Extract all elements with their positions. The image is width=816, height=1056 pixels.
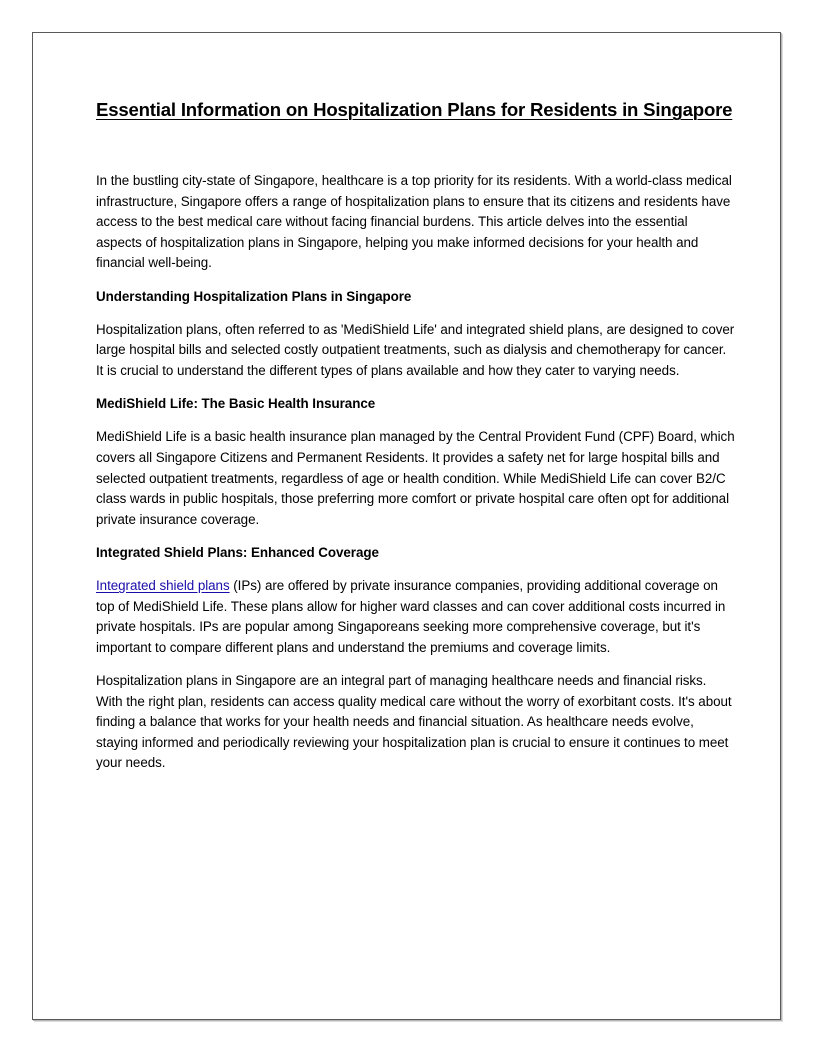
document-body [96, 171, 736, 787]
section-heading-integrated-shield: Integrated Shield Plans: Enhanced Coverage [96, 544, 379, 560]
section-body-integrated-shield-text: (IPs) are offered by private insurance companies, providing additional coverage on top of MediShield Life. These plans allow for higher ward classes and can cover additional costs incurred in private hospitals. IPs are popular among Singaporeans seeking more comprehensive coverage, but it's important to compare different plans and understand the premiums and coverage limits. [96, 578, 726, 655]
intro-paragraph: In the bustling city-state of Singapore, healthcare is a top priority for its residents. With a world-class medical infrastructure, Singapore offers a range of hospitalization plans to ensure that its citizens and residents have access to the best medical care without facing financial burdens. This article delves into the essential aspects of hospitalization plans in Singapore, helping you make informed decisions for your health and financial well-being. [96, 173, 732, 271]
section-body-medishield: MediShield Life is a basic health insurance plan managed by the Central Provident Fund (CPF) Board, which covers all Singapore Citizens and Permanent Residents. It provides a safety net for large hospital bills and selected outpatient treatments, regardless of age or health condition. While MediShield Life can cover B2/C class wards in public hospitals, those preferring more comfort or private hospital care often opt for additional private insurance coverage. [96, 429, 735, 527]
section-body-integrated-shield [96, 576, 736, 658]
section-body-understanding: Hospitalization plans, often referred to as 'MediShield Life' and integrated shield plans, are designed to cover large hospital bills and selected costly outpatient treatments, such as dialysis and chemotherapy for cancer. It is crucial to understand the different types of plans available and how they cater to varying needs. [96, 321, 735, 378]
document-title: Essential Information on Hospitalization Plans for Residents in Singapore [96, 99, 733, 120]
section-heading-medishield: MediShield Life: The Basic Health Insurance [96, 396, 376, 412]
integrated-shield-plans-link[interactable]: Integrated shield plans [96, 578, 230, 594]
conclusion-paragraph: Hospitalization plans in Singapore are an integral part of managing healthcare needs and financial risks. With the right plan, residents can access quality medical care without the worry of exorbitant costs. It's about finding a balance that works for your health needs and financial situation. As healthcare needs evolve, staying informed and periodically reviewing your hospitalization plan is crucial to ensure it continues to meet your needs. [96, 673, 732, 771]
section-heading-understanding: Understanding Hospitalization Plans in Singapore [96, 288, 412, 304]
